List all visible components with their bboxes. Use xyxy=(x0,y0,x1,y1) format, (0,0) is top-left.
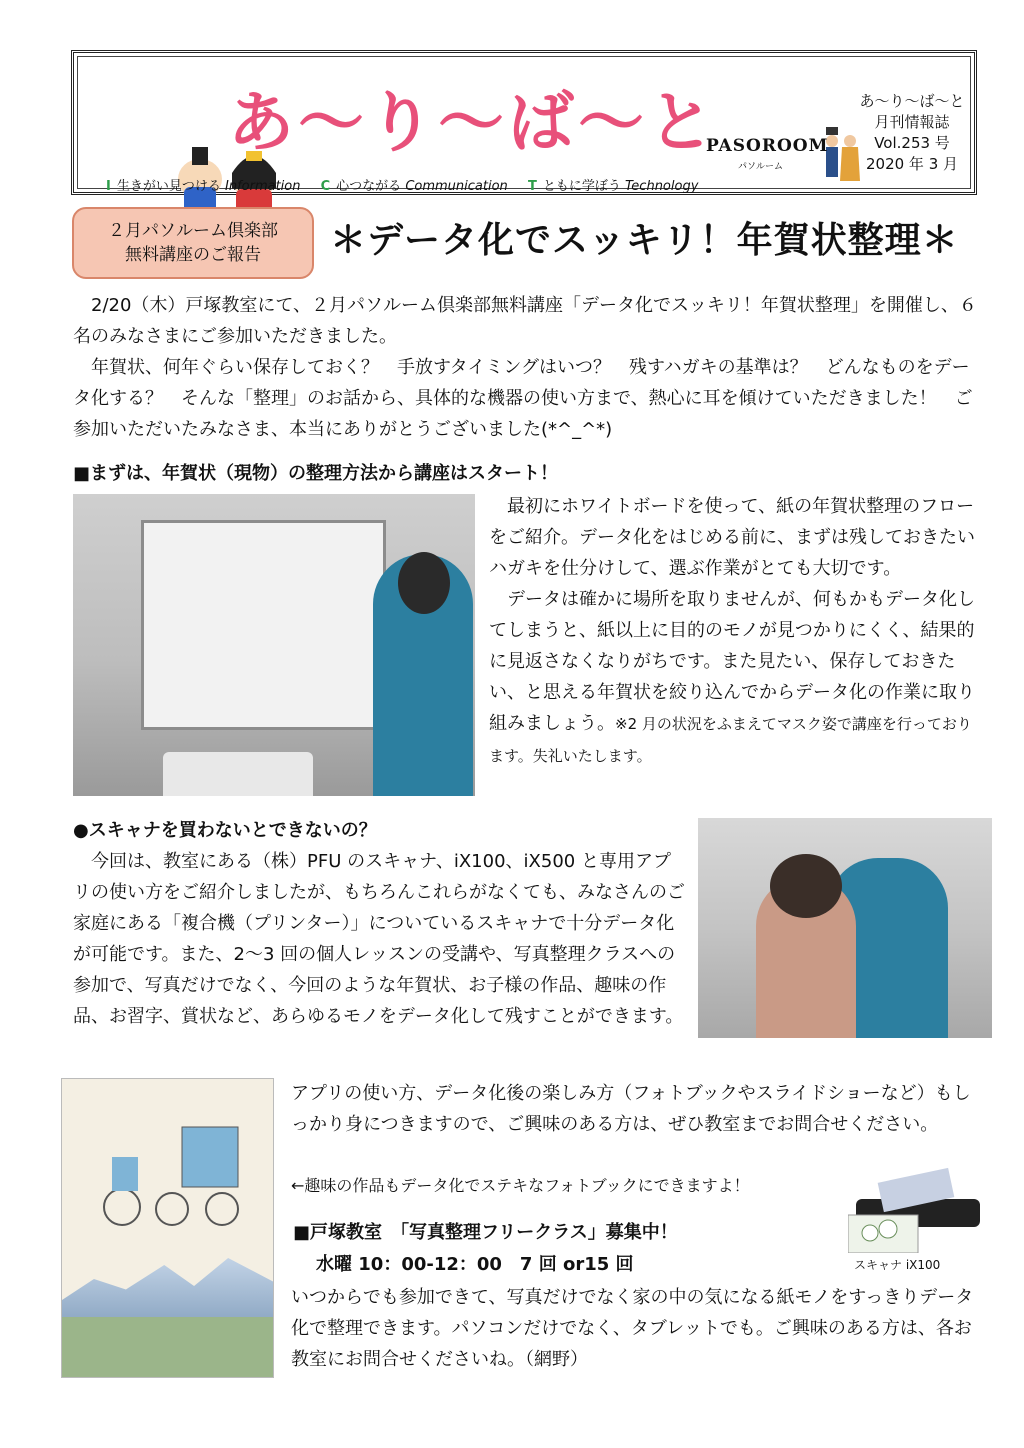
section-1-note: ※2 月の状況をふまえてマスク姿で講座を行っております。失礼いたします。 xyxy=(489,715,972,765)
tagline-letter-t: T xyxy=(527,179,537,194)
section-3-paragraph-1: アプリの使い方、データ化後の楽しみ方（フォトブックやスライドショーなど）もしっかり身につきますので、ご興味のある方は、ぜひ教室までお問合せください。 xyxy=(291,1083,971,1135)
laptop-shape xyxy=(163,752,313,796)
header-inner-border xyxy=(77,56,971,194)
mountain-shape xyxy=(62,1251,274,1321)
intro-paragraph-2: 年賀状、何年ぐらい保存しておく？ 手放すタイミングはいつ？ 残すハガキの基準は？ どんなものをデータ化する？ そんな「整理」のお話から、具体的な機器の使い方まで、熱心に耳を傾けていただきました！ ご参加いただいたみなさま、本当にありがとうございました(*^_^*) xyxy=(73,357,973,440)
tagline-letter-c: C xyxy=(320,179,331,194)
section-1-paragraph-1: 最初にホワイトボードを使って、紙の年賀状整理のフローをご紹介。データ化をはじめる前に、まずは残しておきたいハガキを仕分けして、選ぶ作業がとても大切です。 xyxy=(489,496,975,579)
section-2-heading: ●スキャナを買わないとできないの？ xyxy=(73,820,377,841)
issue-volume: Vol.253 号 xyxy=(874,134,950,152)
sketch-illustration-icon xyxy=(82,1097,252,1237)
issue-date: 2020 年 3 月 xyxy=(865,155,959,173)
tagline-en-i: Information xyxy=(225,179,301,194)
scanner-icon xyxy=(848,1155,988,1253)
section-3-text xyxy=(291,1078,981,1140)
pasoroom-logo-sub: パソルーム xyxy=(738,162,784,172)
section-1-paragraph-2: データは確かに場所を取りませんが、何もかもデータ化してしまうと、紙以上に目的のモノが見つかりにくく、結果的に見返さなくなりがちです。また見たい、保存しておきたい、と思える年賀状を絞り込んでからデータ化の作業に取り組みましょう。 xyxy=(489,589,975,734)
whiteboard-shape xyxy=(141,520,386,730)
badge-line-2: 無料講座のご報告 xyxy=(125,245,261,265)
report-badge xyxy=(72,207,314,279)
newsletter-title: あ～り～ば～と xyxy=(228,84,718,161)
field-shape xyxy=(62,1317,274,1378)
participant-head-shape xyxy=(770,854,842,918)
artwork-caption: ←趣味の作品もデータ化でステキなフォトブックにできますよ！ xyxy=(291,1176,750,1195)
tagline-text-i: 生きがい見つける xyxy=(116,179,221,194)
article-headline: ＊データ化でスッキリ！年賀状整理＊ xyxy=(330,220,959,261)
tagline-en-c: Communication xyxy=(405,179,508,194)
scanner-caption: スキャナ iX100 xyxy=(854,1258,941,1272)
pasoroom-logo: PASOROOM xyxy=(706,136,829,156)
intro-text xyxy=(73,290,978,445)
tagline xyxy=(106,175,714,194)
tagline-letter-i: I xyxy=(106,179,111,194)
intro-paragraph-1: 2/20（木）戸塚教室にて、２月パソルーム倶楽部無料講座「データ化でスッキリ！年賀状整理」を開催し、６名のみなさまにご参加いただきました。 xyxy=(73,295,977,347)
issue-name: あ～り～ば～と xyxy=(859,92,965,110)
issue-info xyxy=(852,91,972,175)
section-1-heading: ■まずは、年賀状（現物）の整理方法から講座はスタート！ xyxy=(73,463,559,484)
section-1-text xyxy=(489,491,979,772)
badge-line-1: ２月パソルーム倶楽部 xyxy=(108,221,278,241)
tagline-text-c: 心つながる xyxy=(336,179,402,194)
issue-type: 月刊情報誌 xyxy=(874,113,950,131)
section-4-paragraph-1: いつからでも参加できて、写真だけでなく家の中の気になる紙モノをすっきりデータ化で整理できます。パソコンだけでなく、タブレットでも。ご興味のある方は、各お教室にお問合せくださいね。（網野） xyxy=(291,1287,974,1370)
tagline-text-t: ともに学ぼう xyxy=(542,179,621,194)
class-schedule: 水曜 10：00-12：00 7 回 or15 回 xyxy=(316,1254,634,1275)
newsletter-header xyxy=(71,50,977,195)
section-4-text xyxy=(291,1282,981,1375)
section-2-paragraph-1: 今回は、教室にある（株）PFU のスキャナ、iX100、iX500 と専用アプリの使い方をご紹介しましたが、もちろんこれらがなくても、みなさんのご家庭にある「複合機（プリンター）」についているスキャナで十分データ化が可能です。また、2～3 回の個人レッスンの受講や、写真整理クラスへの参加で、写真だけでなく、今回のような年賀状、お子様の作品、趣味の作品、お習字、賞状など、あらゆるモノをデータ化して残すことができます。 xyxy=(73,851,685,1027)
tagline-en-t: Technology xyxy=(624,179,699,194)
whiteboard-lecture-photo xyxy=(73,494,475,796)
scanner-demo-photo xyxy=(698,818,992,1038)
section-4-heading: ■戸塚教室 「写真整理フリークラス」募集中！ xyxy=(293,1222,678,1243)
hobby-artwork-photo xyxy=(61,1078,274,1378)
section-2-text xyxy=(73,846,685,1032)
instructor-head-shape xyxy=(398,552,450,614)
